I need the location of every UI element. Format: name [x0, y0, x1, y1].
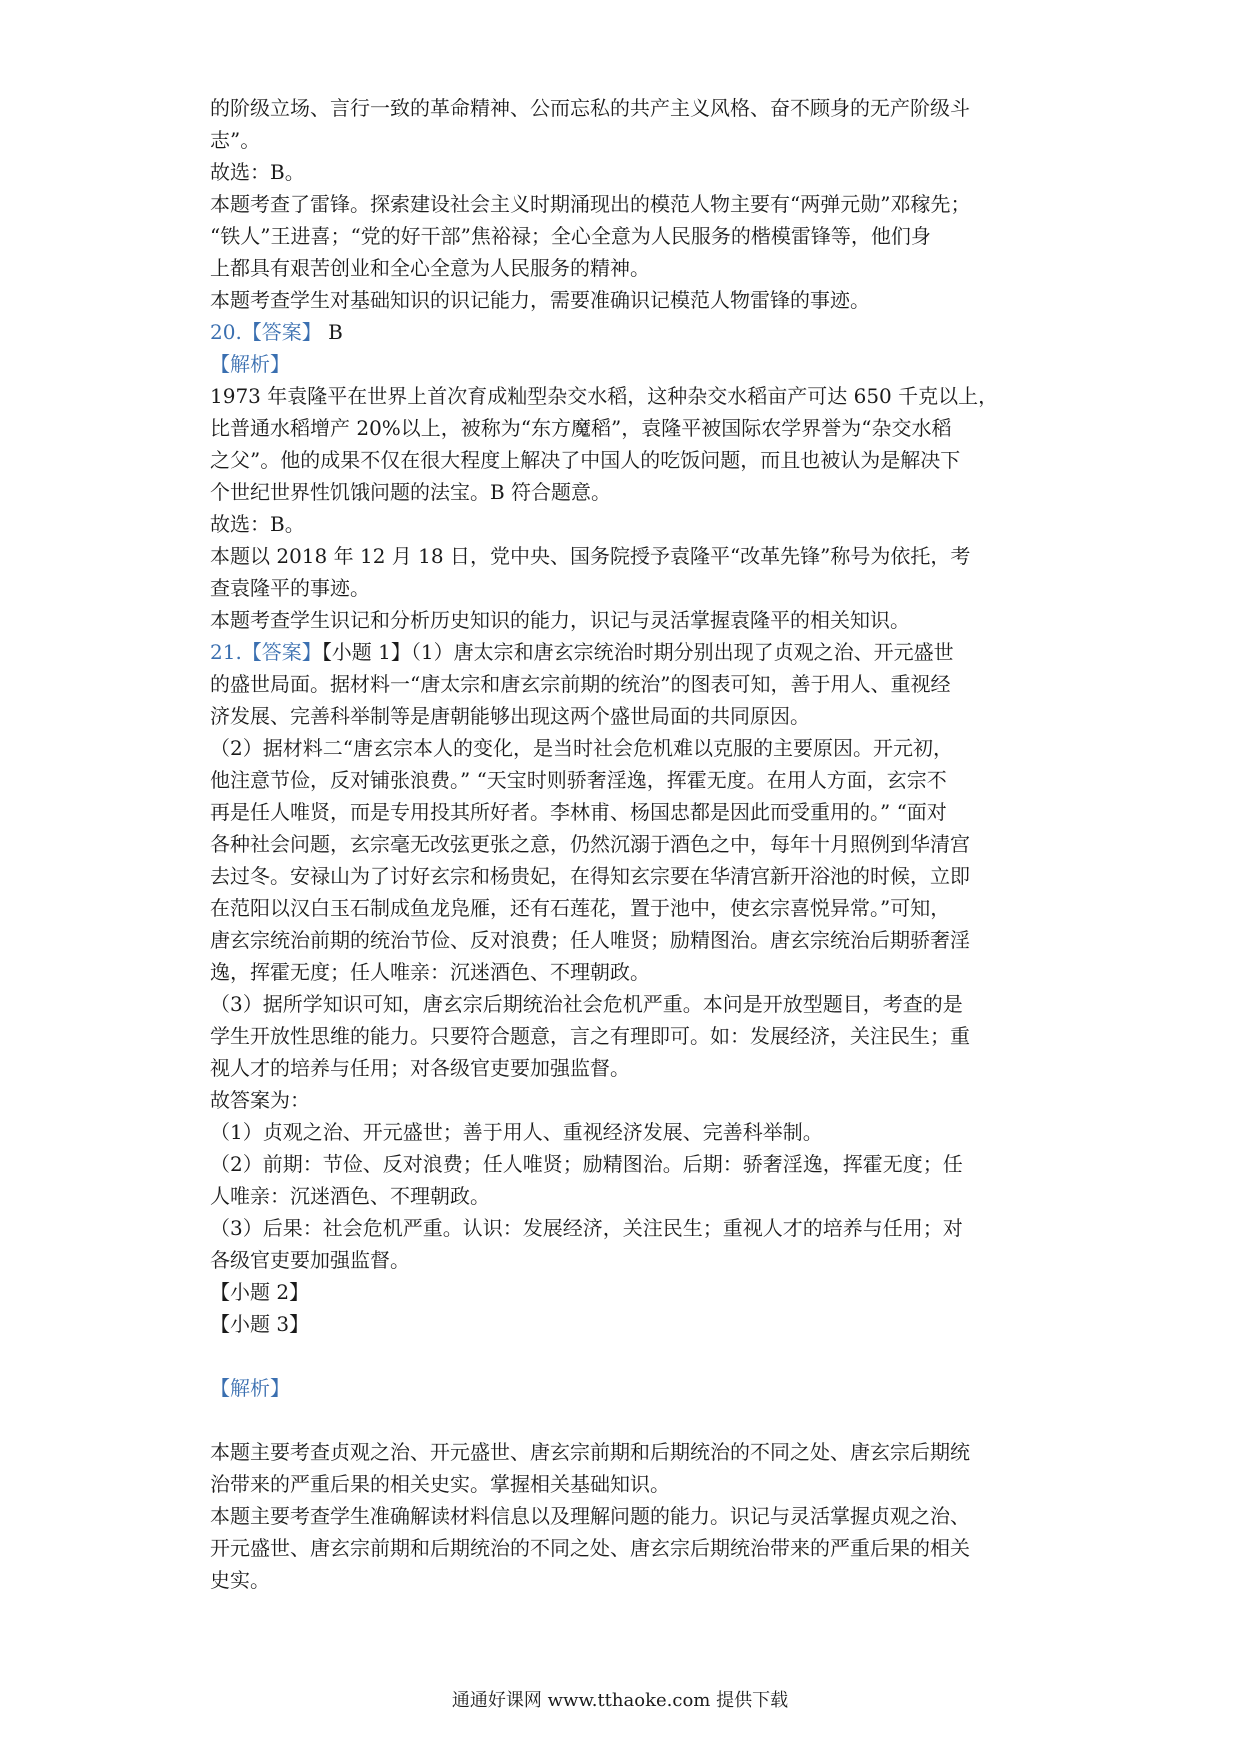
- text-line: 开元盛世、唐玄宗前期和后期统治的不同之处、唐玄宗后期统治带来的严重后果的相关: [210, 1536, 970, 1560]
- text-line: （2）前期：节俭、反对浪费；任人唯贤；励精图治。后期：骄奢淫逸，挥霍无度；任: [210, 1152, 963, 1176]
- text-line: 治带来的严重后果的相关史实。掌握相关基础知识。: [210, 1472, 670, 1496]
- text-line: 志”。: [210, 128, 261, 152]
- text-line: 学生开放性思维的能力。只要符合题意，言之有理即可。如：发展经济，关注民生；重: [210, 1024, 970, 1048]
- text-line: “铁人”王进喜；“党的好干部”焦裕禄；全心全意为人民服务的楷模雷锋等，他们身: [210, 224, 931, 248]
- text-line: 本题主要考查学生准确解读材料信息以及理解问题的能力。识记与灵活掌握贞观之治、: [210, 1504, 970, 1528]
- text-line: 的阶级立场、言行一致的革命精神、公而忘私的共产主义风格、奋不顾身的无产阶级斗: [210, 96, 970, 120]
- text-line: 的盛世局面。据材料一“唐太宗和唐玄宗前期的统治”的图表可知，善于用人、重视经: [210, 672, 951, 696]
- text-line: 比普通水稻增产 20%以上，被称为“东方魔稻”，袁隆平被国际农学界誉为“杂交水稻: [210, 416, 952, 440]
- q21-analysis-heading: 【解析】: [210, 1376, 290, 1400]
- spacer: [210, 1404, 1040, 1436]
- text-line: 他注意节俭，反对铺张浪费。” “天宝时则骄奢淫逸，挥霍无度。在用人方面，玄宗不: [210, 768, 947, 792]
- text-line: 查袁隆平的事迹。: [210, 576, 370, 600]
- text-line: 各种社会问题，玄宗毫无改弦更张之意，仍然沉溺于酒色之中，每年十月照例到华清宫: [210, 832, 970, 856]
- text-line: （2）据材料二“唐玄宗本人的变化，是当时社会危机难以克服的主要原因。开元初，: [210, 736, 953, 760]
- spacer: [210, 1340, 1040, 1372]
- page-footer: 通通好课网 www.tthaoke.com 提供下载: [451, 1690, 789, 1711]
- text-line: 故答案为：: [210, 1088, 310, 1112]
- text-line: 之父”。他的成果不仅在很大程度上解决了中国人的吃饭问题，而且也被认为是解决下: [210, 448, 961, 472]
- q20-answer-value: B: [321, 320, 343, 344]
- q20-answer-line: [210, 316, 1040, 348]
- q21-answer-text: 【小题 1】（1）唐太宗和唐玄宗统治时期分别出现了贞观之治、开元盛世: [321, 640, 954, 664]
- text-line: 本题以 2018 年 12 月 18 日，党中央、国务院授予袁隆平“改革先锋”称号为依托，考: [210, 544, 971, 568]
- text-line: （3）据所学知识可知，唐玄宗后期统治社会危机严重。本问是开放型题目，考查的是: [210, 992, 963, 1016]
- q21-answer-label: 21.【答案】: [210, 640, 322, 664]
- text-line: 故选：B。: [210, 512, 305, 536]
- document-body: [210, 92, 1040, 1596]
- subquestion-2-label: 【小题 2】: [210, 1280, 310, 1304]
- text-line: 本题考查了雷锋。探索建设社会主义时期涌现出的模范人物主要有“两弹元勋”邓稼先；: [210, 192, 971, 216]
- text-line: 史实。: [210, 1568, 270, 1592]
- text-line: 各级官吏要加强监督。: [210, 1248, 410, 1272]
- text-line: 在范阳以汉白玉石制成鱼龙凫雁，还有石莲花，置于池中，使玄宗喜悦异常。”可知，: [210, 896, 951, 920]
- text-line: 本题考查学生识记和分析历史知识的能力，识记与灵活掌握袁隆平的相关知识。: [210, 608, 910, 632]
- text-line: 唐玄宗统治前期的统治节俭、反对浪费；任人唯贤；励精图治。唐玄宗统治后期骄奢淫: [210, 928, 970, 952]
- text-line: 人唯亲：沉迷酒色、不理朝政。: [210, 1184, 490, 1208]
- text-line: 逸，挥霍无度；任人唯亲：沉迷酒色、不理朝政。: [210, 960, 650, 984]
- text-line: （3）后果：社会危机严重。认识：发展经济，关注民生；重视人才的培养与任用；对: [210, 1216, 963, 1240]
- text-line: 个世纪世界性饥饿问题的法宝。B 符合题意。: [210, 480, 612, 504]
- q20-analysis-heading: 【解析】: [210, 352, 290, 376]
- text-line: （1）贞观之治、开元盛世；善于用人、重视经济发展、完善科举制。: [210, 1120, 823, 1144]
- text-line: 再是任人唯贤，而是专用投其所好者。李林甫、杨国忠都是因此而受重用的。” “面对: [210, 800, 947, 824]
- subquestion-3-label: 【小题 3】: [210, 1312, 310, 1336]
- text-line: 本题考查学生对基础知识的识记能力，需要准确识记模范人物雷锋的事迹。: [210, 288, 870, 312]
- q21-answer-line: [210, 636, 1040, 668]
- text-line: 去过冬。安禄山为了讨好玄宗和杨贵妃，在得知玄宗要在华清宫新开浴池的时候，立即: [210, 864, 970, 888]
- text-line: 故选：B。: [210, 160, 305, 184]
- text-line: 上都具有艰苦创业和全心全意为人民服务的精神。: [210, 256, 650, 280]
- text-line: 视人才的培养与任用；对各级官吏要加强监督。: [210, 1056, 630, 1080]
- q20-answer-label: 20.【答案】: [210, 320, 322, 344]
- text-line: 本题主要考查贞观之治、开元盛世、唐玄宗前期和后期统治的不同之处、唐玄宗后期统: [210, 1440, 970, 1464]
- text-line: 1973 年袁隆平在世界上首次育成籼型杂交水稻，这种杂交水稻亩产可达 650 千克以上，: [210, 384, 999, 408]
- text-line: 济发展、完善科举制等是唐朝能够出现这两个盛世局面的共同原因。: [210, 704, 810, 728]
